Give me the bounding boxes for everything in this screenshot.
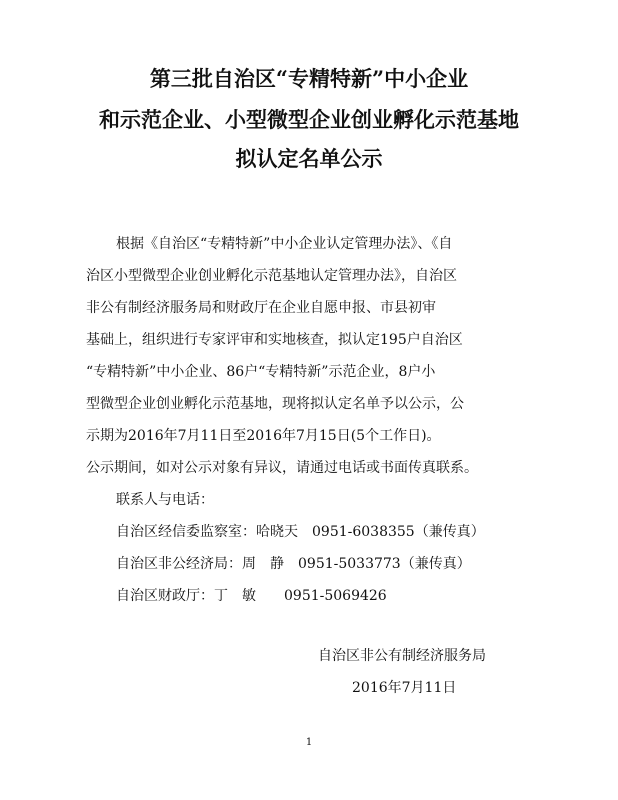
title-line-3: 拟认定名单公示 xyxy=(235,146,383,171)
paragraph-line-1: 根据《自治区“专精特新”中小企业认定管理办法》、《自 xyxy=(116,236,453,252)
paragraph-line-5: “专精特新”中小企业、86户“专精特新”示范企业，8户小 xyxy=(86,364,436,380)
contact-item: 自治区非公经济局：周 静 0951-5033773（兼传真） xyxy=(116,556,471,572)
paragraph-line-7: 示期为2016年7月11日至2016年7月15日(5个工作日)。 xyxy=(86,428,441,444)
contacts-heading: 联系人与电话： xyxy=(116,492,214,508)
title-line-2: 和示范企业、小型微型企业创业孵化示范基地 xyxy=(99,107,519,132)
title-line-1: 第三批自治区“专精特新”中小企业 xyxy=(149,66,469,91)
issue-date: 2016年7月11日 xyxy=(352,680,457,696)
paragraph-line-8: 公示期间，如对公示对象有异议，请通过电话或书面传真联系。 xyxy=(86,460,478,476)
paragraph-line-3: 非公有制经济服务局和财政厅在企业自愿申报、市县初审 xyxy=(86,300,436,316)
contact-item: 自治区财政厅：丁 敏 0951-5069426 xyxy=(116,588,387,604)
contact-item: 自治区经信委监察室：哈晓天 0951-6038355（兼传真） xyxy=(116,524,485,540)
page-number: 1 xyxy=(305,737,313,748)
paragraph-line-6: 型微型企业创业孵化示范基地，现将拟认定名单予以公示，公 xyxy=(86,396,464,412)
paragraph-line-4: 基础上，组织进行专家评审和实地核查，拟认定195户自治区 xyxy=(86,332,463,348)
issuer-name: 自治区非公有制经济服务局 xyxy=(318,648,486,664)
paragraph-line-2: 治区小型微型企业创业孵化示范基地认定管理办法》，自治区 xyxy=(86,268,457,284)
